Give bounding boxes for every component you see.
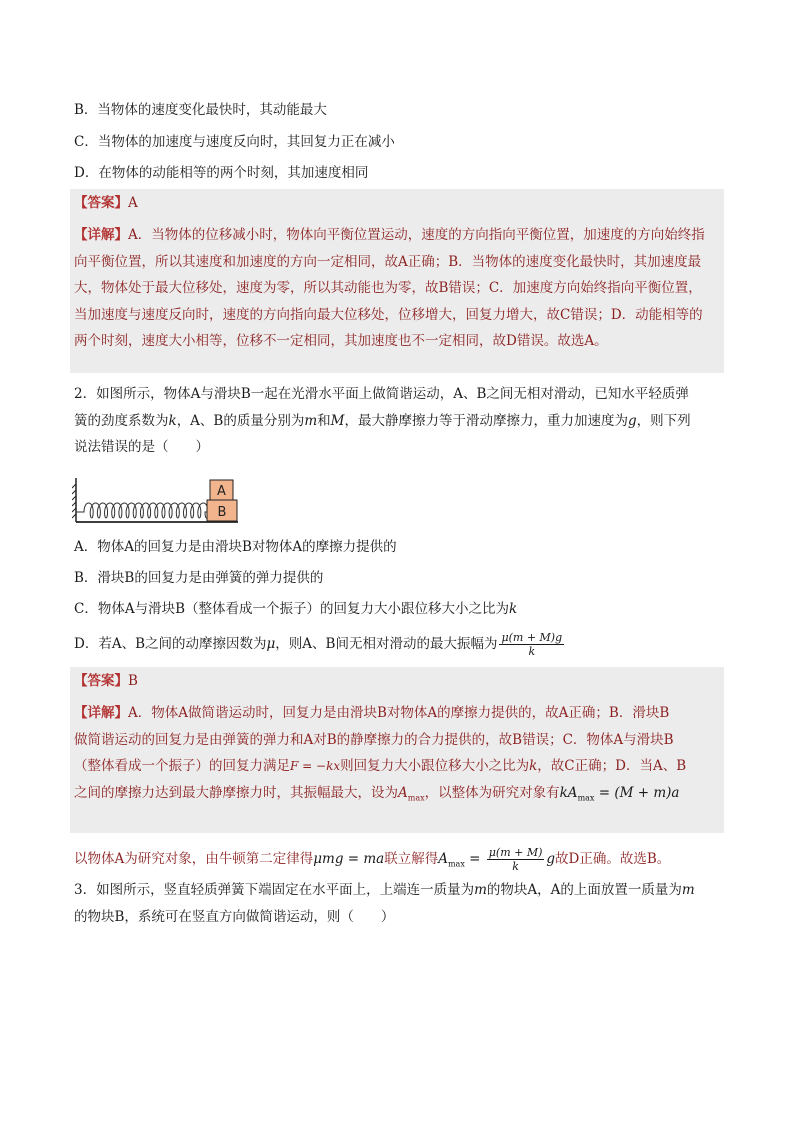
- answer-value: A: [128, 195, 138, 211]
- answer-tag: 【答案】: [74, 673, 128, 689]
- q2-stem-line-3: 说法错误的是（ ）: [74, 439, 209, 455]
- q1-option-d: D．在物体的动能相等的两个时刻，其加速度相同: [74, 165, 369, 181]
- block-a-label: A: [217, 484, 226, 499]
- q2-detail-line-4: 之间的摩擦力达到最大静摩擦力时，其振幅最大，设为$A_{max}$，以整体为研究对象有$kA_{max} = (M + m)a$: [74, 784, 680, 803]
- detail-tag: 【详解】: [74, 227, 128, 243]
- amax-fraction: $\frac{\mu(m + M)}{k}$: [488, 846, 543, 873]
- q2-option-b: B．滑块B的回复力是由弹簧的弹力提供的: [74, 570, 324, 586]
- q1-detail-line-2: 向平衡位置，所以其速度和加速度的方向一定相同，故A正确；B．当物体的速度变化最快时，其加速度最: [74, 253, 702, 270]
- q2-stem-line-1: 2．如图所示，物体A与滑块B一起在光滑水平面上做简谐运动，A、B之间无相对滑动，已知水平轻质弹: [74, 386, 689, 402]
- q1-detail-line-3: 大，物体处于最大位移处，速度为零，所以其动能也为零，故B错误；C．加速度方向始终指向平衡位置，: [74, 280, 702, 296]
- q1-detail: [74, 222, 722, 355]
- spring-icon: [76, 503, 208, 518]
- spring-block-figure: [72, 470, 242, 526]
- q2-option-d: D．若A、B之间的动摩擦因数为μ，则A、B间无相对滑动的最大振幅为 $\frac{\mu(m + M)g}{k}$: [74, 631, 563, 658]
- q2-detail-line-1: A．物体A做简谐运动时，回复力是由滑块B对物体A的摩擦力提供的，故A正确；B．滑块B: [128, 705, 670, 721]
- q2-detail: [74, 700, 722, 812]
- q1-option-b: B．当物体的速度变化最快时，其动能最大: [74, 102, 327, 118]
- q2-detail-line-2: 做简谐运动的回复力是由弹簧的弹力和A对B的静摩擦力的合力提供的，故B错误；C．物体A与滑块B: [74, 731, 674, 748]
- q2-answer: [74, 671, 138, 691]
- answer-tag: 【答案】: [74, 195, 128, 211]
- q2-option-a: A．物体A的回复力是由滑块B对物体A的摩擦力提供的: [74, 539, 397, 555]
- q2-option-c: C．物体A与滑块B（整体看成一个振子）的回复力大小跟位移大小之比为k: [74, 601, 518, 617]
- q1-detail-line-1: A．当物体的位移减小时，物体向平衡位置运动，速度的方向指向平衡位置，加速度的方向始终指: [128, 227, 705, 243]
- q3-stem-line-2: 的物块B，系统可在竖直方向做简谐运动，则（ ）: [74, 908, 395, 925]
- q2-stem-line-2: 簧的劲度系数为k，A、B的质量分别为m和M，最大静摩擦力等于滑动摩擦力，重力加速度为g，则下列: [74, 412, 691, 429]
- q1-answer: [74, 193, 138, 213]
- q2-stem: [74, 381, 724, 461]
- q1-detail-line-5: 两个时刻，速度大小相等，位移不一定相同，其加速度也不一定相同，故D错误。故选A。: [74, 333, 608, 349]
- answer-value: B: [128, 673, 138, 689]
- q1-detail-line-4: 当加速度与速度反向时，速度的方向指向最大位移处，位移增大，回复力增大，故C错误；D．动能相等的: [74, 306, 703, 323]
- max-amplitude-fraction: $\frac{\mu(m + M)g}{k}$: [501, 631, 563, 658]
- q3-stem-line-1: 3．如图所示，竖直轻质弹簧下端固定在水平面上，上端连一质量为m的物块A，A的上面放置一质量为m: [74, 882, 695, 898]
- detail-tag: 【详解】: [74, 705, 128, 721]
- q3-stem: [74, 877, 724, 930]
- q2-detail-line-5: 以物体A为研究对象，由牛顿第二定律得μmg = ma联立解得$A_{max}$ = $\frac{\mu(m + M)}{k}$ g故D正确。故选B。: [74, 846, 671, 873]
- block-b-label: B: [217, 505, 227, 520]
- q1-option-c: C．当物体的加速度与速度反向时，其回复力正在减小: [74, 134, 395, 150]
- q2-detail-line-3: （整体看成一个振子）的回复力满足F = −kx则回复力大小跟位移大小之比为k，故C正确；D．当A、B: [74, 758, 687, 774]
